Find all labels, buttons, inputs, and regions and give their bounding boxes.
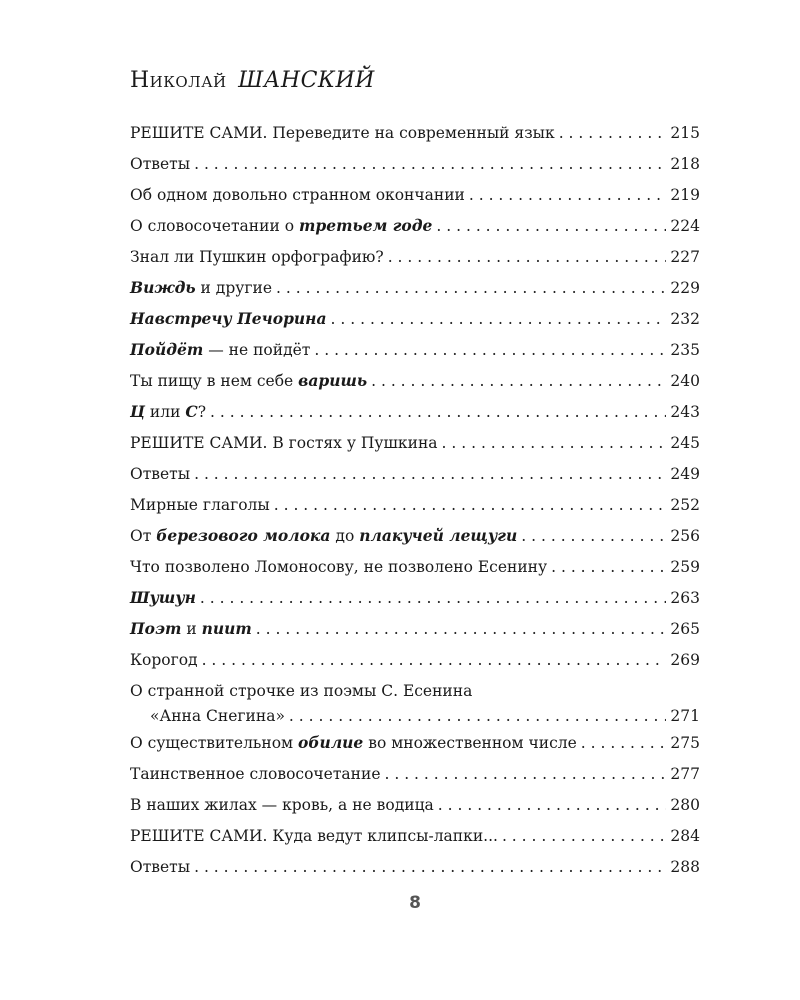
dot-leader [469, 186, 667, 204]
title-text: О существительном [130, 734, 299, 752]
toc-entry-title [130, 278, 272, 297]
dot-leader [385, 765, 667, 783]
toc-entry[interactable] [130, 727, 700, 758]
dot-leader [194, 858, 666, 876]
dot-leader [442, 434, 667, 452]
toc-entry-title [130, 827, 498, 845]
emphasized-term: варишь [298, 371, 368, 390]
toc-entry-title [130, 402, 206, 421]
title-text: Что позволено Ломоносову, не позволено Есенину [130, 557, 548, 576]
toc-entry-title [130, 186, 465, 204]
toc-entry-title [130, 309, 327, 328]
emphasized-term: Поэт [130, 619, 182, 638]
toc-entry-page: 218 [670, 154, 700, 173]
toc-entry-title [130, 340, 310, 359]
toc-entry-title [130, 371, 367, 390]
toc-entry-page: 227 [670, 247, 700, 266]
dot-leader [194, 465, 666, 483]
toc-entry-title [130, 526, 517, 545]
title-text: Ты пищу в нем себе [130, 372, 299, 390]
title-text: до [330, 527, 360, 545]
dot-leader [436, 217, 666, 235]
toc-entry[interactable] [130, 241, 700, 272]
title-text: «Анна Снегина» [150, 707, 285, 725]
title-text: Корогод [130, 650, 198, 669]
toc-entry[interactable] [130, 820, 700, 851]
toc-entry-page: 288 [670, 857, 700, 876]
title-text: От [130, 527, 157, 545]
toc-entry[interactable] [130, 427, 700, 458]
title-text: В наших жилах — кровь, а не водица [130, 795, 434, 814]
toc-entry-page: 243 [670, 402, 700, 421]
dot-leader [371, 372, 666, 390]
emphasized-term: березового молока [156, 526, 331, 545]
title-text: РЕШИТЕ САМИ. В гостях у Пушкина [130, 433, 438, 452]
toc-entry-page: 271 [670, 707, 700, 725]
toc-entry-title [130, 651, 198, 669]
dot-leader [200, 589, 667, 607]
title-text: Ответы [130, 857, 191, 876]
toc-entry[interactable] [130, 458, 700, 489]
toc-entry[interactable] [130, 551, 700, 582]
dot-leader [438, 796, 667, 814]
toc-entry-title [130, 858, 190, 876]
emphasized-term: Навстречу Печорина [130, 309, 327, 328]
dot-leader [388, 248, 667, 266]
title-text: ? [197, 403, 207, 421]
title-text: и другие [195, 279, 273, 297]
emphasized-term: Шушун [130, 588, 196, 607]
author-last-name: ШАНСКИЙ [238, 68, 375, 93]
title-text: Мирные глаголы [130, 495, 270, 514]
title-text: РЕШИТЕ САМИ. Переведите на современный язык [130, 123, 555, 142]
title-text: Об одном довольно странном окончании [130, 185, 465, 204]
toc-entry[interactable] [130, 758, 700, 789]
toc-entry-title [130, 465, 190, 483]
table-of-contents [130, 117, 700, 882]
toc-entry[interactable] [130, 675, 700, 727]
toc-entry-page: 215 [670, 123, 700, 142]
dot-leader [521, 527, 666, 545]
toc-entry-title [130, 588, 196, 607]
toc-entry-page: 229 [670, 278, 700, 297]
toc-entry-title [130, 434, 438, 452]
toc-entry-page: 284 [670, 826, 700, 845]
title-text: Таинственное словосочетание [130, 764, 381, 783]
toc-entry-page: 269 [670, 650, 700, 669]
toc-entry-page: 219 [670, 185, 700, 204]
toc-entry-title [130, 619, 252, 638]
toc-entry-page: 235 [670, 340, 700, 359]
dot-leader [274, 496, 667, 514]
toc-entry-page: 240 [670, 371, 700, 390]
dot-leader [276, 279, 666, 297]
title-text: О словосочетании о [130, 217, 299, 235]
toc-entry[interactable] [130, 789, 700, 820]
toc-entry[interactable] [130, 582, 700, 613]
toc-entry-page: 265 [670, 619, 700, 638]
toc-entry[interactable] [130, 334, 700, 365]
dot-leader [202, 651, 667, 669]
dot-leader [581, 734, 667, 752]
toc-entry-page: 249 [670, 464, 700, 483]
toc-entry-title [130, 155, 190, 173]
toc-entry-page: 232 [670, 309, 700, 328]
toc-entry-title [150, 707, 285, 725]
toc-entry-title [130, 496, 270, 514]
page-number: 8 [409, 893, 421, 913]
emphasized-term: пиит [201, 619, 252, 638]
dot-leader [502, 827, 666, 845]
emphasized-term: Пойдёт [130, 340, 204, 359]
running-header [130, 68, 375, 93]
title-text: Ответы [130, 464, 191, 483]
toc-entry[interactable] [130, 644, 700, 675]
toc-entry[interactable] [130, 148, 700, 179]
toc-entry[interactable] [130, 396, 700, 427]
toc-entry-page: 245 [670, 433, 700, 452]
toc-entry-title [130, 216, 432, 235]
toc-entry-page: 263 [670, 588, 700, 607]
emphasized-term: обилие [298, 733, 364, 752]
toc-entry-title [130, 124, 555, 142]
toc-entry[interactable] [130, 520, 700, 551]
toc-entry-page: 224 [670, 216, 700, 235]
toc-entry-page: 252 [670, 495, 700, 514]
toc-entry[interactable] [130, 613, 700, 644]
dot-leader [314, 341, 666, 359]
dot-leader [194, 155, 666, 173]
toc-entry-title-first-line: О странной строчке из поэмы С. Есенина [130, 681, 473, 700]
title-text: — не пойдёт [203, 341, 311, 359]
dot-leader [256, 620, 667, 638]
title-text: Ответы [130, 154, 191, 173]
toc-entry[interactable] [130, 303, 700, 334]
toc-entry-page: 259 [670, 557, 700, 576]
toc-entry-title [130, 765, 381, 783]
toc-entry-title [130, 558, 547, 576]
toc-entry[interactable] [130, 210, 700, 241]
emphasized-term: Ц [130, 402, 145, 421]
title-text: Знал ли Пушкин орфографию? [130, 247, 384, 266]
toc-entry[interactable] [130, 272, 700, 303]
toc-entry-title [130, 796, 434, 814]
toc-entry[interactable] [130, 851, 700, 882]
title-text: или [144, 403, 186, 421]
toc-entry-page: 256 [670, 526, 700, 545]
dot-leader [289, 707, 666, 725]
emphasized-term: плакучей лещуги [359, 526, 518, 545]
dot-leader [551, 558, 666, 576]
toc-entry[interactable] [130, 365, 700, 396]
toc-entry-title [130, 733, 577, 752]
emphasized-term: третьем годе [298, 216, 433, 235]
title-text: во множественном числе [363, 734, 577, 752]
toc-entry-page: 275 [670, 733, 700, 752]
title-text: РЕШИТЕ САМИ. Куда ведут клипсы-лапки... [130, 826, 498, 845]
toc-entry[interactable] [130, 179, 700, 210]
title-text: и [181, 620, 202, 638]
dot-leader [559, 124, 667, 142]
toc-entry[interactable] [130, 489, 700, 520]
toc-entry[interactable] [130, 117, 700, 148]
toc-entry-page: 277 [670, 764, 700, 783]
author-first-name: Николай [130, 68, 227, 93]
toc-entry-page: 280 [670, 795, 700, 814]
emphasized-term: С [185, 402, 198, 421]
emphasized-term: Виждь [130, 278, 196, 297]
dot-leader [210, 403, 666, 421]
toc-entry-title [130, 248, 384, 266]
dot-leader [331, 310, 667, 328]
